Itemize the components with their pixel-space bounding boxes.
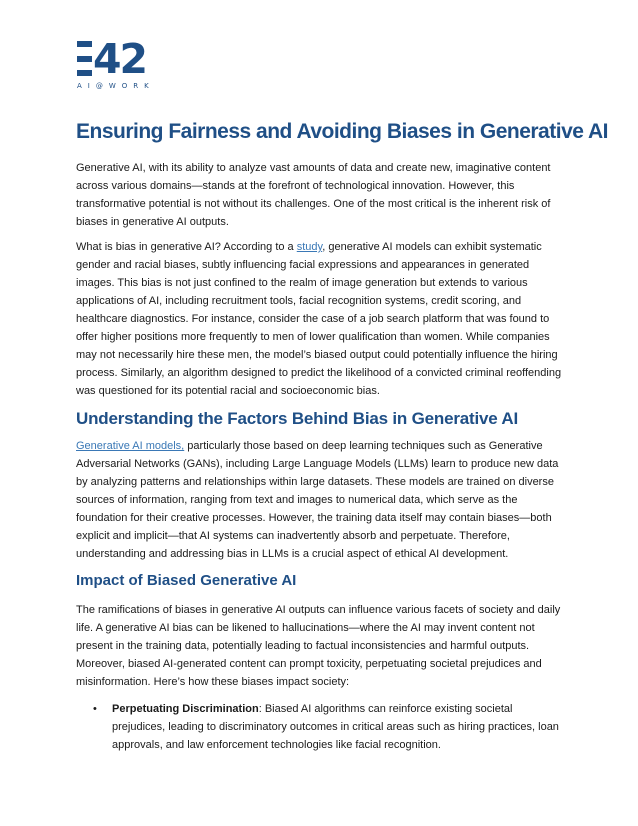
page-title: Ensuring Fairness and Avoiding Biases in Generative AI [76, 120, 608, 143]
bullet-icon: • [93, 703, 97, 715]
document-content [76, 118, 608, 754]
bias-definition-paragraph [76, 238, 564, 400]
bullet-term: Perpetuating Discrimination [112, 703, 259, 715]
factors-paragraph [76, 437, 564, 563]
bullet-text: : Biased AI algorithms can reinforce existing societal prejudices, leading to discriminatory outcomes in critical areas such as hiring practices, loan approvals, and law enforcement technologies like facial recognition. [112, 703, 559, 751]
generative-ai-models-link[interactable]: Generative AI models, [76, 440, 185, 452]
logo-bars-icon [77, 41, 92, 76]
e42-logo [77, 35, 167, 90]
factors-text: particularly those based on deep learning techniques such as Generative Adversarial Networks (GANs), including Large Language Models (LLMs) learn to produce new data by analyzing patterns and relationships within large datasets. These models are trained on diverse sources of information, ranging from text and images to numerical data, which serve as the foundation for their creative processes. However, the training data itself may contain biases—both explicit and implicit—that AI systems can inadvertently absorb and perpetuate. Therefore, understanding and addressing bias in LLMs is a crucial aspect of ethical AI development. [76, 440, 559, 560]
intro-paragraph: Generative AI, with its ability to analyze vast amounts of data and create new, imaginative content across various domains—stands at the forefront of technological innovation. However, this transformative potential is not without its challenges. One of the most critical is the inherent risk of biases in generative AI outputs. [76, 162, 551, 228]
impact-list [76, 700, 564, 754]
logo-number: 42 [93, 35, 147, 83]
list-item [93, 700, 564, 754]
logo-mark [77, 35, 167, 83]
para2-text-before: What is bias in generative AI? According to a [76, 241, 297, 253]
impact-paragraph: The ramifications of biases in generative AI outputs can influence various facets of society and daily life. A generative AI bias can be likened to hallucinations—where the AI may invent content not present in the training data, potentially leading to factual inconsistencies and harmful outputs. Moreover, biased AI-generated content can prompt toxicity, perpetuating societal prejudices and misinformation. Here’s how these biases impact society: [76, 604, 561, 688]
section-heading-impact: Impact of Biased Generative AI [76, 572, 297, 589]
para2-text-after: , generative AI models can exhibit systematic gender and racial biases, subtly influencing facial expressions and appearances in generated images. This bias is not just confined to the realm of image generation but extends to various applications of AI, including recruitment tools, facial recognition systems, credit scoring, and healthcare diagnostics. For instance, consider the case of a job search platform that was found to offer higher positions more frequently to men of lower qualification than women. While companies may not necessarily hire these men, the model’s biased output could potentially influence the hiring process. Similarly, an algorithm designed to predict the likelihood of a convicted criminal reoffending was questioned for its potential racial and socioeconomic bias. [76, 241, 562, 397]
study-link[interactable]: study [296, 241, 323, 253]
section-heading-factors: Understanding the Factors Behind Bias in Generative AI [76, 409, 518, 428]
logo-tagline: AI@WORK [77, 82, 155, 90]
